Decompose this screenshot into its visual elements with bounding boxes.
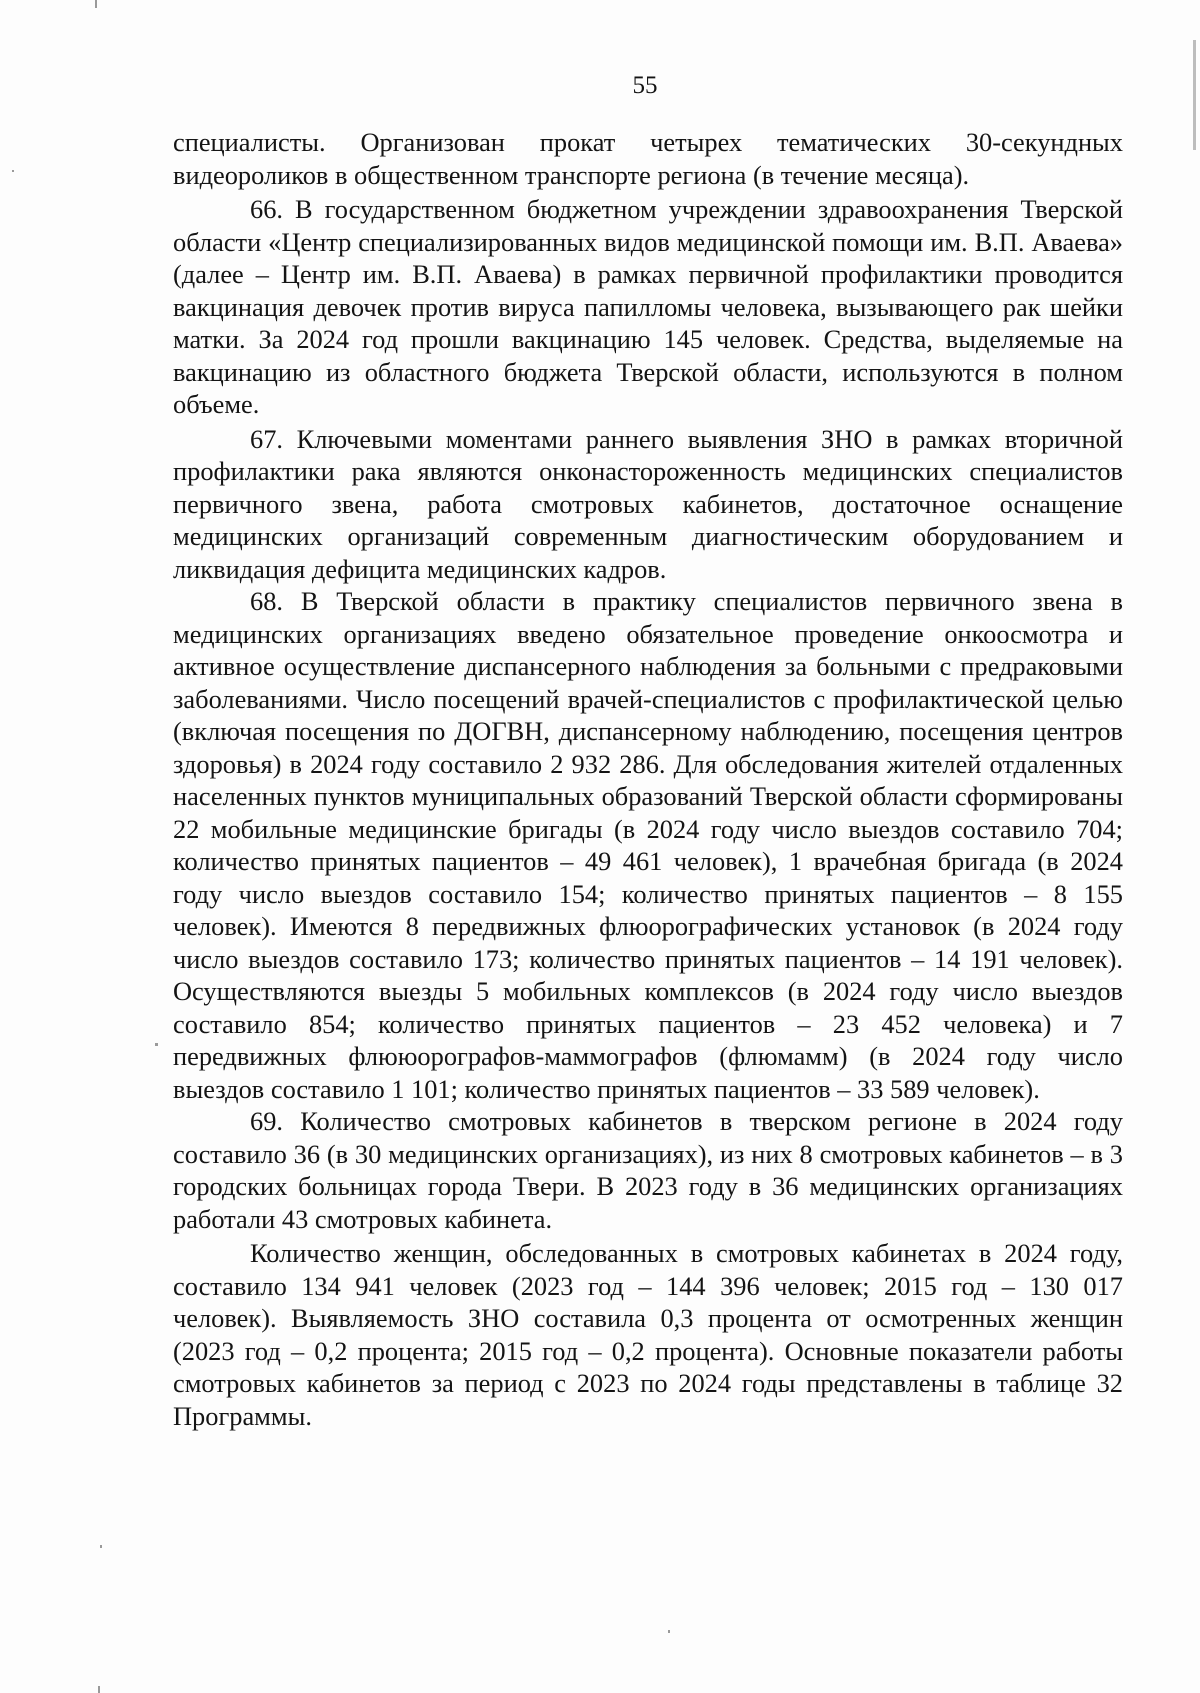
paragraph-67: 67. Ключевыми моментами раннего выявления ЗНО в рамках вторичной профилактики рака являются онконастороженность медицинских специалистов первичного звена, работа смотровых кабинетов, достаточное оснащение медицинских организаций современным диагностическим оборудованием и ликвидация дефицита медицинских кадров. bbox=[173, 423, 1123, 584]
paragraph-69: 69. Количество смотровых кабинетов в тверском регионе в 2024 году составило 36 (в 30 медицинских организациях), из них 8 смотровых кабинетов – в 3 городских больницах города Твери. В 2023 году в 36 медицинских организациях работали 43 смотровых кабинета. bbox=[173, 1106, 1123, 1234]
paragraph-screening-women: Количество женщин, обследованных в смотровых кабинетах в 2024 году, составило 134 941 человек (2023 год – 144 396 человек; 2015 год – 130 017 человек). Выявляемость ЗНО составила 0,3 процента от осмотренных женщин (2023 год – 0,2 процента; 2015 год – 0,2 процента). Основные показатели работы смотровых кабинетов за период с 2023 по 2024 годы представлены в таблице 32 Программы. bbox=[173, 1238, 1123, 1431]
scan-mark-left-1 bbox=[12, 170, 14, 172]
page-number: 55 bbox=[632, 72, 658, 99]
document-body bbox=[173, 126, 1123, 1432]
paragraph-68: 68. В Тверской области в практику специалистов первичного звена в медицинских организациях введено обязательное проведение онкоосмотра и активное осуществление диспансерного наблюдения за больными с предраковыми заболеваниями. Число посещений врачей-специалистов с профилактической целью (включая посещения по ДОГВН, диспансерному наблюдению, посещения центров здоровья) в 2024 году составило 2 932 286. Для обследования жителей отдаленных населенных пунктов муниципальных образований Тверской области сформированы 22 мобильные медицинские бригады (в 2024 году число выездов составило 704; количество принятых пациентов – 49 461 человек), 1 врачебная бригада (в 2024 году число выездов составило 154; количество принятых пациентов – 8 155 человек). Имеются 8 передвижных флюорографических установок (в 2024 году число выездов составило 173; количество принятых пациентов – 14 191 человек). Осуществляются выезды 5 мобильных комплексов (в 2024 году число выездов составило 854; количество принятых пациентов – 23 452 человека) и 7 передвижных флююорографов-маммографов (флюмамм) (в 2024 году число выездов составило 1 101; количество принятых пациентов – 33 589 человек). bbox=[173, 586, 1123, 1104]
paragraph-66: 66. В государственном бюджетном учреждении здравоохранения Тверской области «Центр специализированных видов медицинской помощи им. В.П. Аваева» (далее – Центр им. В.П. Аваева) в рамках первичной профилактики проводится вакцинация девочек против вируса папилломы человека, вызывающего рак шейки матки. За 2024 год прошли вакцинацию 145 человек. Средства, выделяемые на вакцинацию из областного бюджета Тверской области, используются в полном объеме. bbox=[173, 194, 1123, 419]
scan-mark-top-left bbox=[95, 0, 97, 8]
scan-mark-left-3 bbox=[100, 1545, 102, 1548]
paragraph-continuation: специалисты. Организован прокат четырех тематических 30-секундных видеороликов в общественном транспорте региона (в течение месяца). bbox=[173, 127, 1123, 190]
scan-mark-left-2 bbox=[155, 1043, 158, 1046]
scan-mark-bottom bbox=[668, 1630, 670, 1633]
scan-mark-bottom-left bbox=[98, 1686, 100, 1693]
